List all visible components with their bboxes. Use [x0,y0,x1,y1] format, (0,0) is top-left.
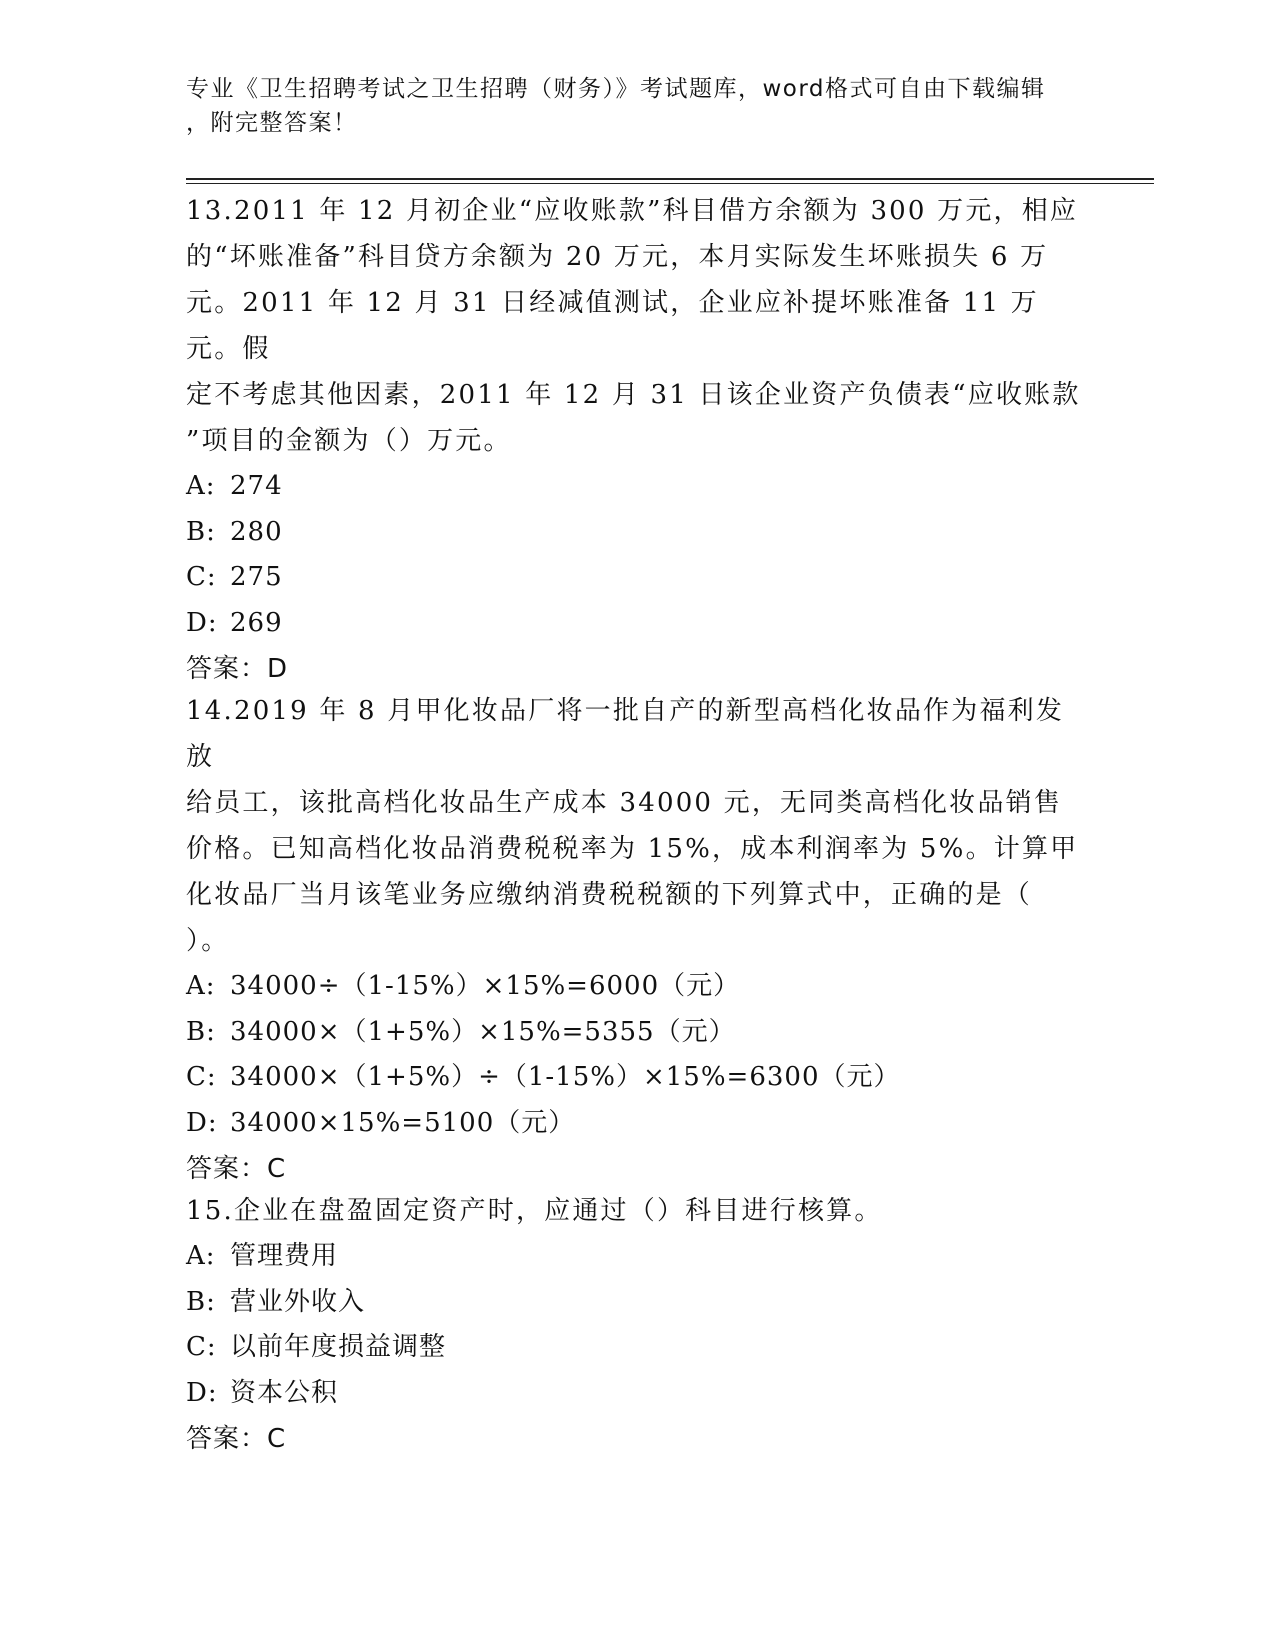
option-d [186,1371,1086,1417]
option-key: B: [186,1286,216,1317]
option-d [186,1101,1086,1147]
option-key: D: [186,607,218,638]
option-value: 34000×（1+5%）÷（1-15%）×15%=6300（元） [230,1062,901,1092]
option-c [186,555,1086,601]
option-key: A: [186,971,216,1001]
option-value: 269 [230,607,283,638]
answer-line: 答案：D [186,654,289,684]
option-value: 营业外收入 [230,1286,366,1317]
option-key: B: [186,1016,216,1047]
option-b [186,1280,1086,1326]
option-value: 274 [230,471,283,501]
option-c [186,1055,1086,1101]
option-key: C: [186,1332,217,1362]
option-a [186,964,1086,1010]
option-value: 280 [230,516,283,547]
option-b [186,510,1086,556]
option-key: C: [186,1062,217,1092]
option-key: A: [186,471,216,501]
option-value: 以前年度损益调整 [230,1332,447,1362]
question-text: 15.企业在盘盈固定资产时，应通过（）科目进行核算。 [186,1196,883,1226]
option-value: 34000÷（1-15%）×15%=6000（元） [230,971,741,1001]
option-key: C: [186,562,217,592]
option-value: 34000×15%=5100（元） [230,1107,576,1138]
option-value: 275 [230,562,283,592]
option-key: D: [186,1107,218,1138]
option-key: D: [186,1377,218,1408]
option-key: B: [186,516,216,547]
header-divider-thin [186,183,1154,184]
question-15 [186,1188,1086,1462]
option-value: 资本公积 [230,1377,339,1408]
option-c [186,1325,1086,1371]
document-header: 专业《卫生招聘考试之卫生招聘（财务）》考试题库，word格式可自由下载编辑 ，附完整答案！ [186,76,1046,136]
option-a [186,464,1086,510]
question-14 [186,688,1086,1192]
option-key: A: [186,1241,216,1271]
answer-line: 答案：C [186,1424,287,1454]
question-13 [186,188,1086,692]
question-text: 13.2011 年 12 月初企业“应收账款”科目借方余额为 300 万元，相应 的“坏账准备”科目贷方余额为 20 万元，本月实际发生坏账损失 6 万 元。2011 年 12 月 31 日经减值测试，企业应补提坏账准备 11 万元。假 定不考虑其他因素，2011 年 12 月 31 日该企业资产负债表“应收账款 ”项目的金额为（）万元。 [186,196,1081,456]
option-a [186,1234,1086,1280]
option-b [186,1010,1086,1056]
question-text: 14.2019 年 8 月甲化妆品厂将一批自产的新型高档化妆品作为福利发放 给员工，该批高档化妆品生产成本 34000 元，无同类高档化妆品销售 价格。已知高档化妆品消费税税率为 15%，成本利润率为 5%。计算甲 化妆品厂当月该笔业务应缴纳消费税税额的下列算式中，正确的是（ ）。 [186,696,1079,956]
answer-line: 答案：C [186,1154,287,1184]
option-value: 管理费用 [230,1241,339,1271]
option-d [186,601,1086,647]
header-divider [186,178,1154,180]
option-value: 34000×（1+5%）×15%=5355（元） [230,1016,736,1047]
